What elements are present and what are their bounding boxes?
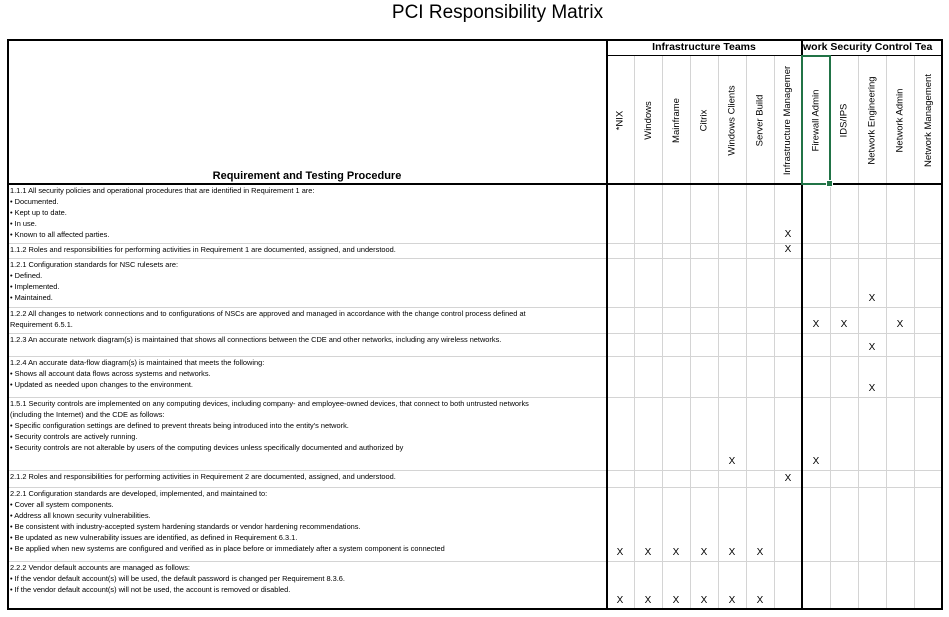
requirement-cell[interactable] <box>10 260 606 307</box>
requirement-line: 1.2.1 Configuration standards for NSC rulesets are: <box>10 260 179 269</box>
responsibility-mark[interactable]: X <box>868 342 876 353</box>
requirement-cell[interactable] <box>10 358 606 397</box>
column-header-label: Windows <box>642 100 654 140</box>
requirement-line: (including the Internet) and the CDE as follows: <box>10 409 165 419</box>
requirement-cell[interactable] <box>10 245 606 258</box>
responsibility-mark[interactable]: X <box>700 547 708 558</box>
group-header-infrastructure[interactable]: Infrastructure Teams <box>652 41 756 53</box>
requirement-line: • Implemented. <box>10 281 60 291</box>
requirement-line: • Be consistent with industry-accepted system hardening standards or vendor hardening recommendations. <box>10 521 361 531</box>
responsibility-mark[interactable]: X <box>616 547 624 558</box>
requirement-line: • Be applied when new systems are configured and verified as in place before or immediately after a system component is connected <box>10 543 445 553</box>
requirement-cell[interactable] <box>10 186 606 243</box>
responsibility-mark[interactable]: X <box>672 547 680 558</box>
responsibility-mark[interactable]: X <box>728 456 736 467</box>
requirement-line: • Maintained. <box>10 292 53 302</box>
requirement-line: • Defined. <box>10 270 43 280</box>
requirement-header[interactable]: Requirement and Testing Procedure <box>212 170 402 182</box>
responsibility-mark[interactable]: X <box>896 319 904 330</box>
responsibility-mark[interactable]: X <box>616 595 624 606</box>
responsibility-mark[interactable]: X <box>868 293 876 304</box>
responsibility-mark[interactable]: X <box>644 595 652 606</box>
requirement-cell[interactable] <box>10 309 606 333</box>
responsibility-mark[interactable]: X <box>756 595 764 606</box>
column-header[interactable] <box>830 56 858 184</box>
requirement-cell[interactable] <box>10 563 606 609</box>
responsibility-mark[interactable]: X <box>784 229 792 240</box>
requirement-line: • In use. <box>10 218 37 228</box>
requirement-line: 1.1.2 Roles and responsibilities for performing activities in Requirement 1 are documented, assigned, and understood. <box>10 245 396 254</box>
requirement-line: 2.2.2 Vendor default accounts are managed as follows: <box>10 563 190 572</box>
requirement-line: • Kept up to date. <box>10 207 67 217</box>
column-header[interactable] <box>662 56 690 184</box>
requirement-line: • Cover all system components. <box>10 499 114 509</box>
column-header-label: Mainframe <box>670 97 682 143</box>
requirement-line: • Known to all affected parties. <box>10 229 110 239</box>
group-header-network-security[interactable]: work Security Control Tea <box>803 41 933 53</box>
requirement-line: • If the vendor default account(s) will not be used, the account is removed or disabled. <box>10 584 291 594</box>
requirement-line: • Security controls are not alterable by users of the computing devices unless specifically documented and authorized by <box>10 442 404 452</box>
column-header[interactable] <box>634 56 662 184</box>
column-header[interactable] <box>858 56 886 184</box>
requirement-line: 1.5.1 Security controls are implemented on any computing devices, including company- and employee-owned devices, that connect to both untrusted networks <box>10 399 529 408</box>
requirement-line: • Documented. <box>10 196 59 206</box>
requirement-line: 1.2.4 An accurate data-flow diagram(s) is maintained that meets the following: <box>10 358 265 367</box>
responsibility-mark[interactable]: X <box>644 547 652 558</box>
column-header[interactable] <box>718 56 746 184</box>
requirement-line: 2.2.1 Configuration standards are developed, implemented, and maintained to: <box>10 489 268 498</box>
column-header-label: Windows Clients <box>726 84 738 156</box>
column-header-label: Infrastructure Managemer <box>782 65 794 175</box>
responsibility-mark[interactable]: X <box>784 473 792 484</box>
page-title: PCI Responsibility Matrix <box>391 2 604 23</box>
responsibility-mark[interactable]: X <box>840 319 848 330</box>
responsibility-mark[interactable]: X <box>700 595 708 606</box>
requirement-cell[interactable] <box>10 335 606 356</box>
table-border <box>7 39 9 610</box>
column-header[interactable] <box>774 56 802 184</box>
responsibility-mark[interactable]: X <box>672 595 680 606</box>
requirement-line: 2.1.2 Roles and responsibilities for performing activities in Requirement 2 are documented, assigned, and understood. <box>10 472 396 481</box>
requirement-line: 1.2.2 All changes to network connections and to configurations of NSCs are approved and managed in accordance with the change control process defined at <box>10 309 526 318</box>
requirement-line: • Address all known security vulnerabilities. <box>10 510 151 520</box>
requirement-cell[interactable] <box>10 489 606 561</box>
column-header[interactable] <box>914 56 942 184</box>
column-header-label: Network Management <box>922 73 934 167</box>
column-header-label: Network Admin <box>894 88 906 152</box>
responsibility-mark[interactable]: X <box>812 319 820 330</box>
requirement-line: • Be updated as new vulnerability issues are identified, as defined in Requirement 6.3.1. <box>10 532 298 542</box>
column-header[interactable] <box>606 56 634 184</box>
requirement-line: • Specific configuration settings are defined to prevent threats being introduced into the entity's network. <box>10 420 349 430</box>
requirement-line: Requirement 6.5.1. <box>10 319 73 329</box>
column-header-label: Citrix <box>698 109 710 131</box>
responsibility-mark[interactable]: X <box>868 383 876 394</box>
column-header-label: *NIX <box>614 110 626 130</box>
requirement-cell[interactable] <box>10 399 606 470</box>
requirement-line: • Shows all account data flows across systems and networks. <box>10 368 211 378</box>
column-header[interactable] <box>886 56 914 184</box>
requirement-line: 1.2.3 An accurate network diagram(s) is maintained that shows all connections between the CDE and other networks, including any wireless networks. <box>10 335 502 344</box>
selected-cell[interactable] <box>801 55 831 185</box>
column-header[interactable] <box>746 56 774 184</box>
responsibility-mark[interactable]: X <box>784 244 792 255</box>
responsibility-mark[interactable]: X <box>728 547 736 558</box>
requirement-line: • Updated as needed upon changes to the environment. <box>10 379 193 389</box>
requirement-cell[interactable] <box>10 472 606 487</box>
responsibility-mark[interactable]: X <box>812 456 820 467</box>
responsibility-mark[interactable]: X <box>756 547 764 558</box>
column-header-label: Server Build <box>754 94 766 146</box>
requirement-line: • If the vendor default account(s) will be used, the default password is changed per Requirement 8.3.6. <box>10 573 345 583</box>
requirement-line: 1.1.1 All security policies and operational procedures that are identified in Requirement 1 are: <box>10 186 315 195</box>
column-header-label: Firewall Admin <box>810 89 822 151</box>
requirement-line: • Security controls are actively running. <box>10 431 138 441</box>
column-header-label: IDS/IPS <box>838 103 850 137</box>
column-header[interactable] <box>690 56 718 184</box>
column-header-label: Network Engineering <box>866 75 878 165</box>
responsibility-mark[interactable]: X <box>728 595 736 606</box>
